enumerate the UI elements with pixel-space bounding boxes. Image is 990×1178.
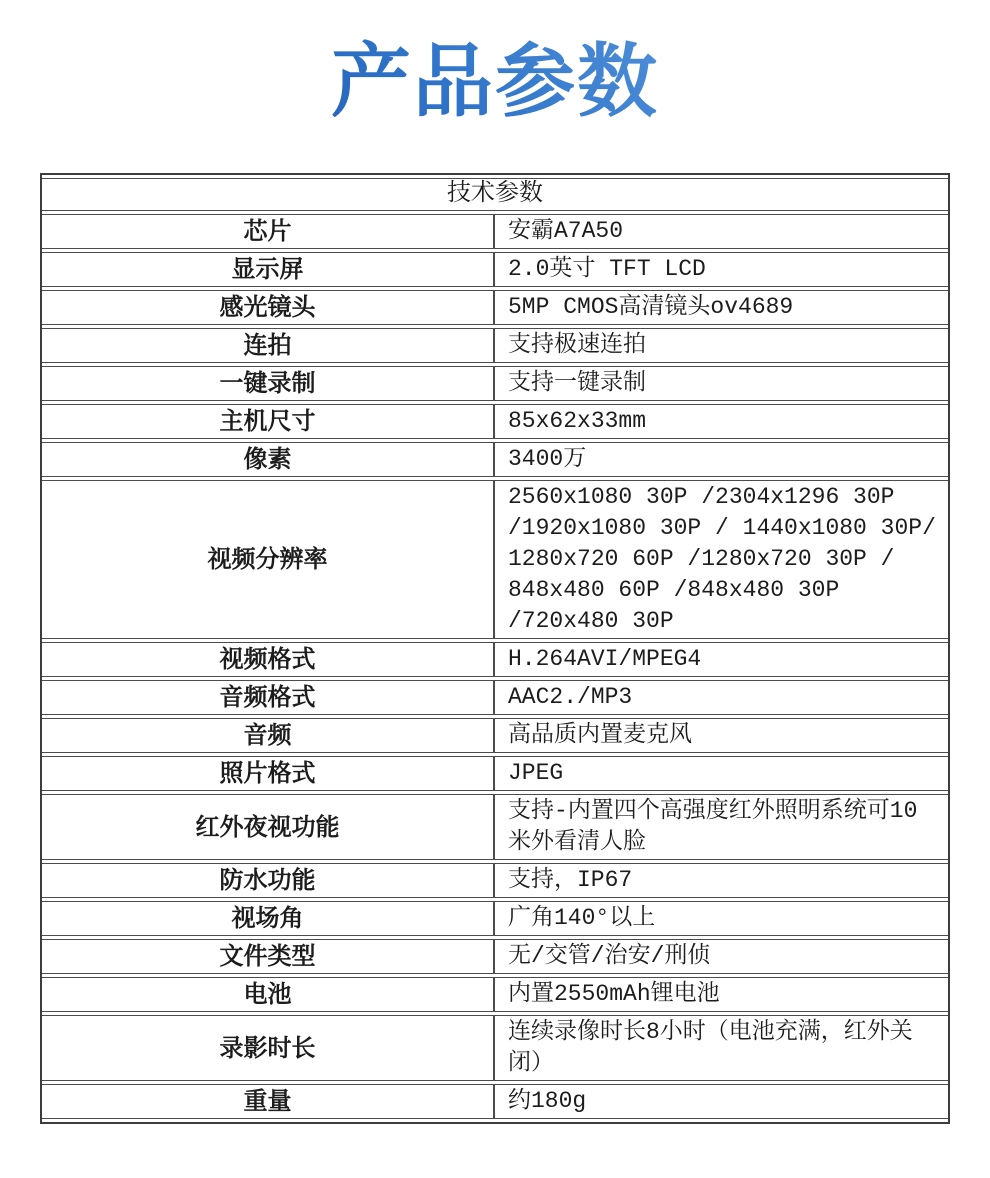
table-row xyxy=(42,794,948,860)
spec-label: 防水功能 xyxy=(42,863,495,898)
spec-value: JPEG xyxy=(495,756,948,791)
spec-value: 约180g xyxy=(495,1084,948,1119)
table-row xyxy=(42,863,948,898)
table-row xyxy=(42,252,948,287)
table-row xyxy=(42,901,948,936)
table-row xyxy=(42,366,948,401)
spec-label: 音频 xyxy=(42,718,495,753)
table-row xyxy=(42,718,948,753)
table-row xyxy=(42,1015,948,1081)
spec-label: 音频格式 xyxy=(42,680,495,715)
table-row xyxy=(42,290,948,325)
spec-value: 2.0英寸 TFT LCD xyxy=(495,252,948,287)
spec-label: 电池 xyxy=(42,977,495,1012)
spec-value: 3400万 xyxy=(495,442,948,477)
spec-label: 红外夜视功能 xyxy=(42,794,495,860)
table-row xyxy=(42,214,948,249)
spec-label: 连拍 xyxy=(42,328,495,363)
table-row xyxy=(42,977,948,1012)
spec-table-body xyxy=(42,178,948,1119)
spec-value: AAC2./MP3 xyxy=(495,680,948,715)
spec-value: 安霸A7A50 xyxy=(495,214,948,249)
table-row xyxy=(42,442,948,477)
spec-value: 支持-内置四个高强度红外照明系统可10米外看清人脸 xyxy=(495,794,948,860)
table-header-row xyxy=(42,178,948,211)
table-row xyxy=(42,642,948,677)
spec-value: 无/交管/治安/刑侦 xyxy=(495,939,948,974)
spec-label: 主机尺寸 xyxy=(42,404,495,439)
spec-label: 视频格式 xyxy=(42,642,495,677)
spec-table xyxy=(40,173,950,1124)
spec-label: 视频分辨率 xyxy=(42,480,495,639)
spec-value: H.264AVI/MPEG4 xyxy=(495,642,948,677)
spec-value: 2560x1080 30P /2304x1296 30P /1920x1080 30P / 1440x1080 30P/ 1280x720 60P /1280x720 30P / 848x480 60P /848x480 30P /720x480 30P xyxy=(495,480,948,639)
table-row xyxy=(42,480,948,639)
spec-value: 广角140°以上 xyxy=(495,901,948,936)
table-row xyxy=(42,1084,948,1119)
table-row xyxy=(42,404,948,439)
table-row xyxy=(42,680,948,715)
table-row xyxy=(42,328,948,363)
spec-label: 录影时长 xyxy=(42,1015,495,1081)
spec-label: 显示屏 xyxy=(42,252,495,287)
spec-value: 支持一键录制 xyxy=(495,366,948,401)
spec-value: 支持，IP67 xyxy=(495,863,948,898)
table-header: 技术参数 xyxy=(42,178,948,211)
spec-label: 一键录制 xyxy=(42,366,495,401)
table-row xyxy=(42,939,948,974)
page-title: 产品参数 xyxy=(0,38,990,126)
spec-label: 芯片 xyxy=(42,214,495,249)
spec-value: 支持极速连拍 xyxy=(495,328,948,363)
spec-label: 视场角 xyxy=(42,901,495,936)
spec-value: 5MP CMOS高清镜头ov4689 xyxy=(495,290,948,325)
table-row xyxy=(42,756,948,791)
spec-label: 像素 xyxy=(42,442,495,477)
spec-label: 文件类型 xyxy=(42,939,495,974)
spec-value: 高品质内置麦克风 xyxy=(495,718,948,753)
spec-label: 感光镜头 xyxy=(42,290,495,325)
spec-label: 重量 xyxy=(42,1084,495,1119)
spec-value: 连续录像时长8小时（电池充满，红外关闭） xyxy=(495,1015,948,1081)
spec-value: 85x62x33mm xyxy=(495,404,948,439)
spec-value: 内置2550mAh锂电池 xyxy=(495,977,948,1012)
spec-label: 照片格式 xyxy=(42,756,495,791)
